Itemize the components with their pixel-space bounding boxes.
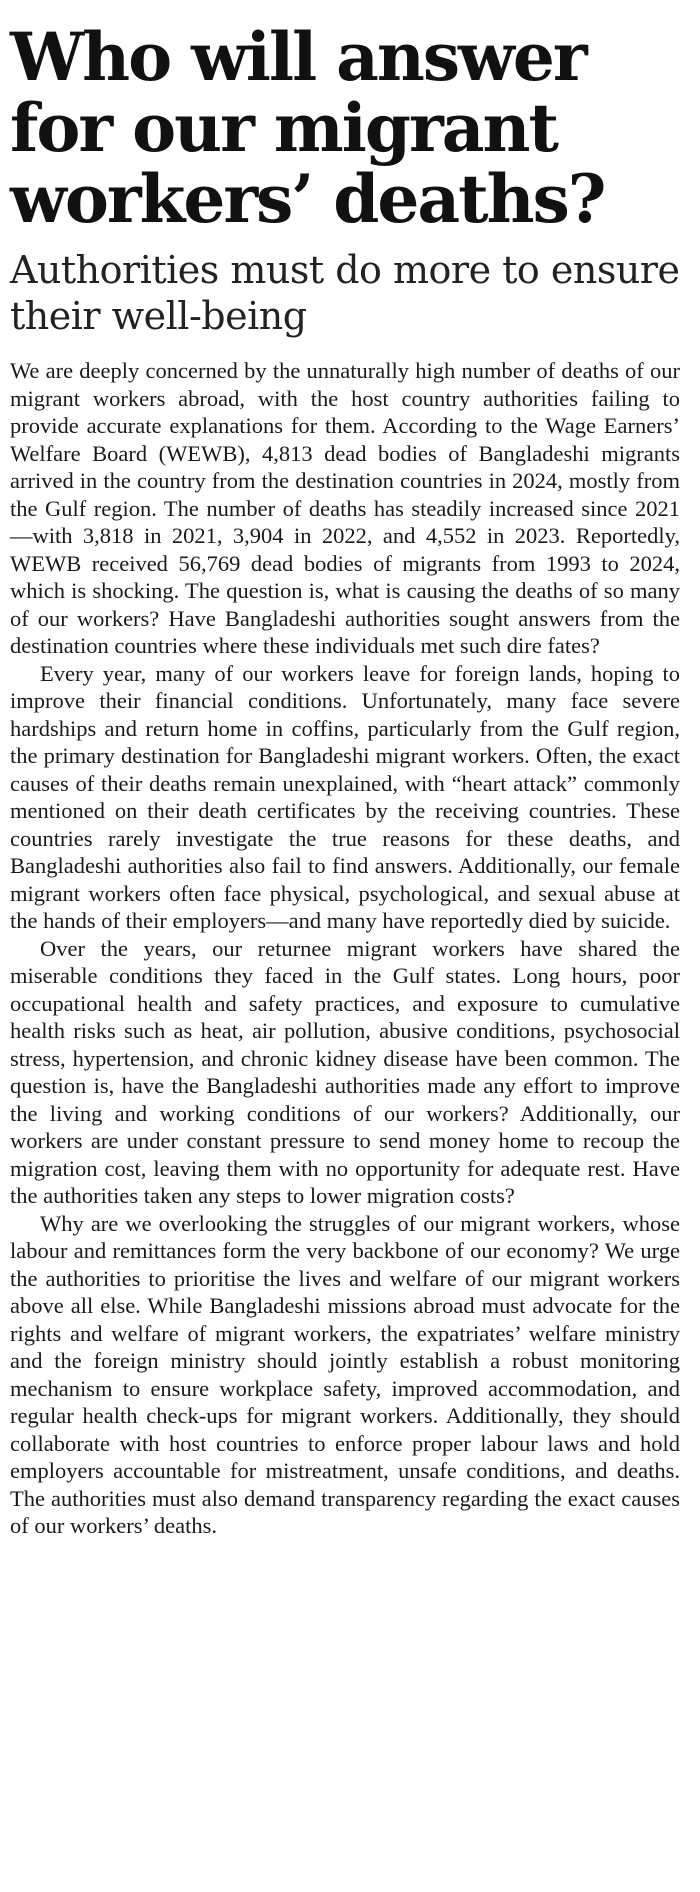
article-body — [10, 357, 680, 1540]
headline: Who will answer for our migrant workers’ deaths? — [10, 18, 605, 238]
paragraph: Why are we overlooking the struggles of our migrant workers, whose labour and remittances form the very backbone of our economy? We urge the authorities to prioritise the lives and welfare of our migrant workers above all else. While Bangladeshi missions abroad must advocate for the rights and welfare of migrant workers, the expatriates’ welfare ministry and the foreign ministry should jointly establish a robust monitoring mechanism to ensure workplace safety, improved accommodation, and regular health check-ups for migrant workers. Additionally, they should collaborate with host countries to enforce proper labour laws and hold employers accountable for mistreatment, unsafe conditions, and deaths. The authorities must also demand transparency regarding the exact causes of our workers’ deaths. — [10, 1210, 680, 1538]
paragraph: We are deeply concerned by the unnaturally high number of deaths of our migrant workers abroad, with the host country authorities failing to provide accurate explanations for them. According to the Wage Earners’ Welfare Board (WEWB), 4,813 dead bodies of Bangladeshi migrants arrived in the country from the destination countries in 2024, mostly from the Gulf region. The number of deaths has steadily increased since 2021—with 3,818 in 2021, 3,904 in 2022, and 4,552 in 2023. Reportedly, WEWB received 56,769 dead bodies of migrants from 1993 to 2024, which is shocking. The question is, what is causing the deaths of so many of our workers? Have Bangladeshi authorities sought answers from the destination countries where these individuals met such dire fates? — [10, 358, 680, 658]
paragraph: Every year, many of our workers leave for foreign lands, hoping to improve their financial conditions. Unfortunately, many face severe hardships and return home in coffins, particularly from the Gulf region, the primary destination for Bangladeshi migrant workers. Often, the exact causes of their deaths remain unexplained, with “heart attack” commonly mentioned on their death certificates by the receiving countries. These countries rarely investigate the true reasons for these deaths, and Bangladeshi authorities also fail to find answers. Additionally, our female migrant workers often face physical, psychological, and sexual abuse at the hands of their employers—and many have reportedly died by suicide. — [10, 660, 680, 933]
subheadline: Authorities must do more to ensure their well-being — [10, 248, 680, 338]
paragraph: Over the years, our returnee migrant workers have shared the miserable conditions they faced in the Gulf states. Long hours, poor occupational health and safety practices, and exposure to cumulative health risks such as heat, air pollution, abusive conditions, psychosocial stress, hypertension, and chronic kidney disease have been common. The question is, have the Bangladeshi authorities made any effort to improve the living and working conditions of our workers? Additionally, our workers are under constant pressure to send money home to recoup the migration cost, leaving them with no opportunity for adequate rest. Have the authorities taken any steps to lower migration costs? — [10, 935, 680, 1208]
article — [10, 0, 680, 1540]
